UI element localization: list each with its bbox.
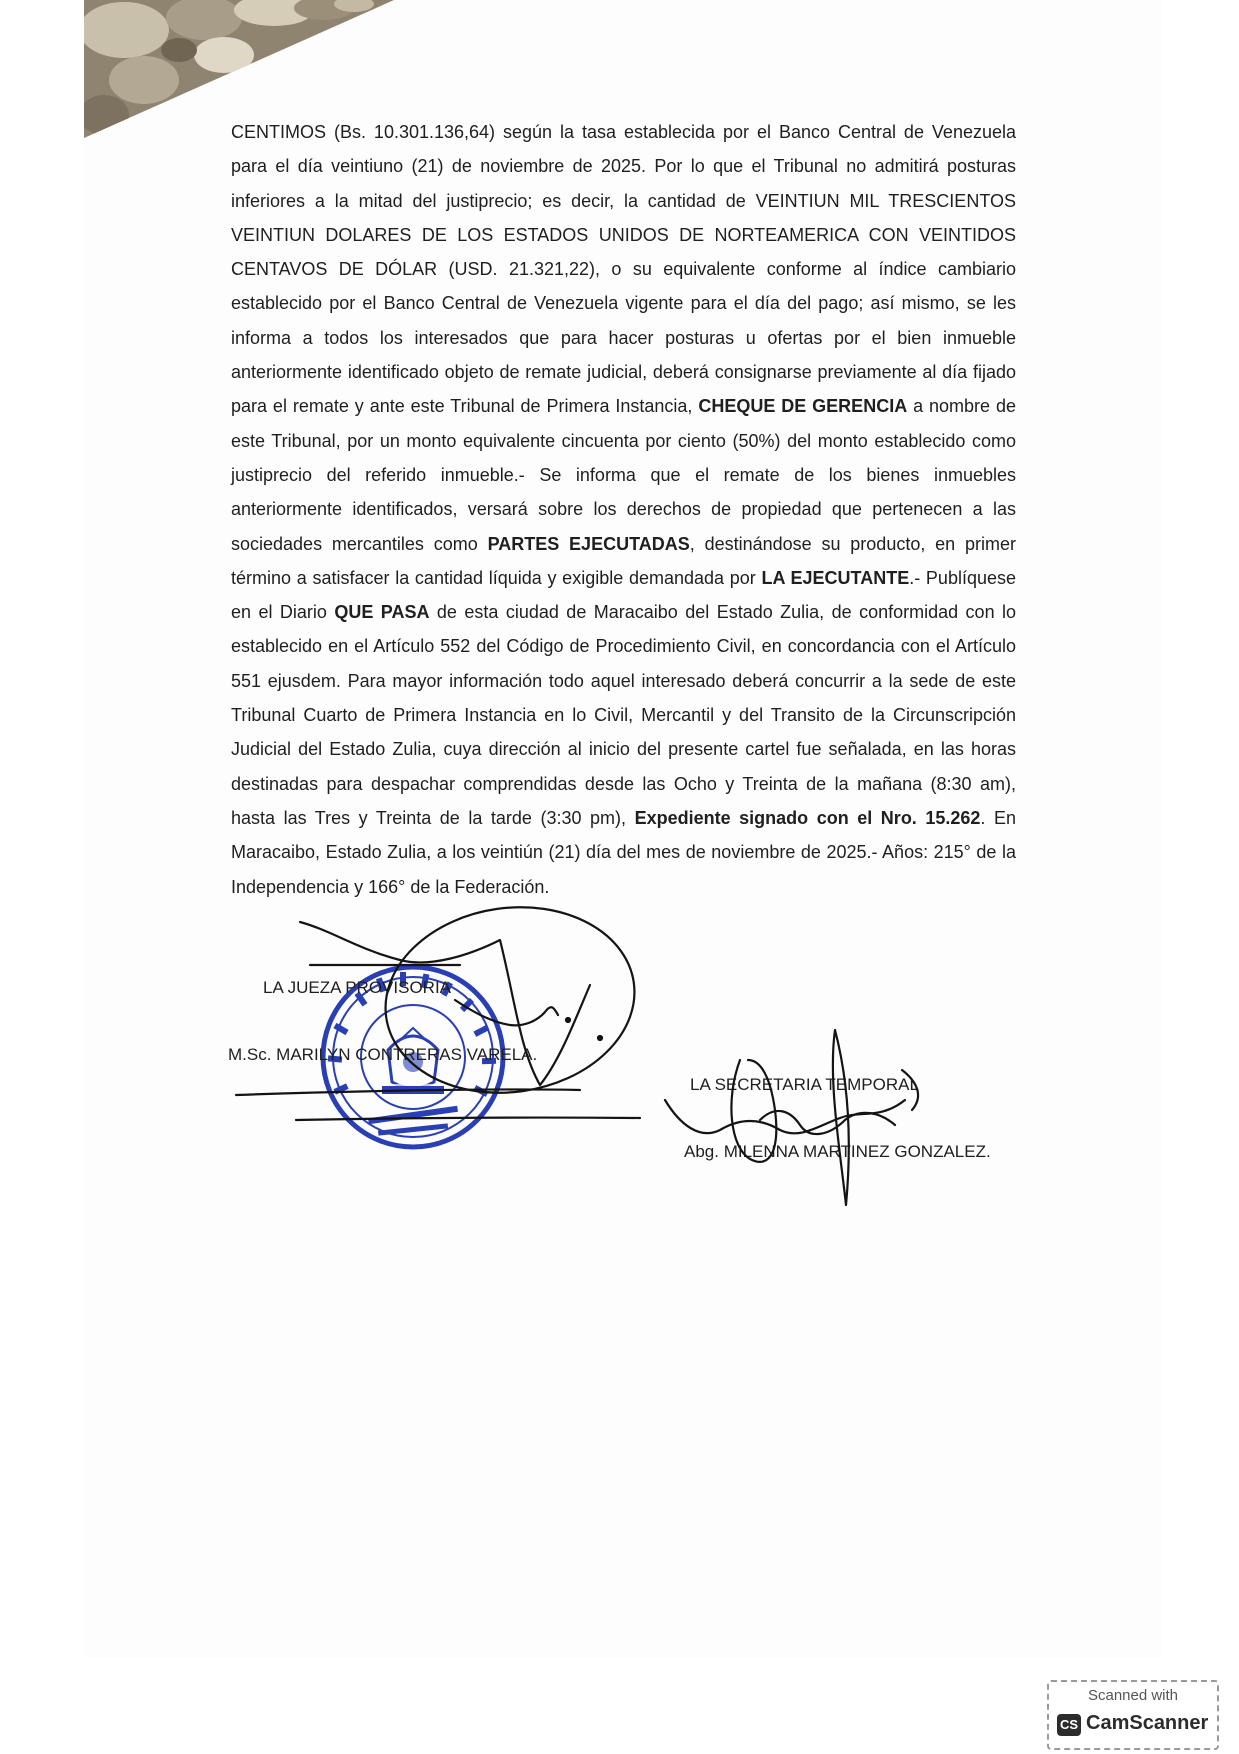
camscanner-watermark [1047,1680,1219,1750]
secretary-title: LA SECRETARIA TEMPORAL [690,1075,919,1094]
watermark-caption: Scanned with [1087,1687,1179,1704]
bold-text-run: LA EJECUTANTE [761,567,910,588]
text-run: CENTIMOS (Bs. 10.301.136,64) según la tasa establecida por el Banco Central de Venezuela para el día veintiuno (21) de noviembre de 2025. Por lo que el Tribunal no admitirá posturas inferiores a la mitad del justiprecio; es decir, la cantidad de VEINTIUN MIL TRESCIENTOS VEINTIUN DOLARES DE LOS ESTADOS UNIDOS DE NORTEAMERICA CON VEINTIDOS CENTAVOS DE DÓLAR (USD. 21.321,22), o su equivalente conforme al índice cambiario establecido por el Banco Central de Venezuela vigente para el día del pago; así mismo, se les informa a todos los interesados que para hacer posturas u ofertas por el bien inmueble anteriormente identificado objeto de remate judicial, deberá consignarse previamente al día fijado para el remate y ante este Tribunal de Primera Instancia, [231,122,1016,417]
text-run: , destinándose su producto, en primer término a satisfacer la cantidad líquida y exigible demandada por [231,533,1016,588]
bold-text-run: QUE PASA [334,602,430,623]
judge-name: M.Sc. MARILYN CONTRERAS VARELA. [228,1045,538,1064]
text-run: de esta ciudad de Maracaibo del Estado Zulia, de conformidad con lo establecido en el Artículo 552 del Código de Procedimiento Civil, en concordancia con el Artículo 551 ejusdem. Para mayor información todo aquel interesado deberá concurrir a la sede de este Tribunal Cuarto de Primera Instancia en lo Civil, Mercantil y del Transito de la Circunscripción Judicial del Estado Zulia, cuya dirección al inicio del presente cartel fue señalada, en las horas destinadas para despachar comprendidas desde las Ocho y Treinta de la mañana (8:30 am), hasta las Tres y Treinta de la tarde (3:30 pm), [231,602,1017,828]
text-run: a nombre de este Tribunal, por un monto equivalente cincuenta por ciento (50%) del monto establecido como justiprecio del referido inmueble.- Se informa que el remate de los bienes inmuebles anteriormente identificados, versará sobre los derechos de propiedad que pertenecen a las sociedades mercantiles como [231,396,1016,554]
text-run: . En Maracaibo, Estado Zulia, a los veintiún (21) día del mes de noviembre de 2025.- Años: 215° de la Independencia y 166° de la Federación. [231,807,1016,897]
judge-title: LA JUEZA PROVISORIA [263,978,452,997]
camscanner-logo-icon: CS [1057,1714,1081,1736]
bold-text-run: CHEQUE DE GERENCIA [698,396,908,417]
paragraph [231,115,1016,904]
secretary-name: Abg. MILENNA MARTINEZ GONZALEZ. [684,1142,991,1161]
text-run: .- Publíquese en el Diario [231,567,1017,623]
watermark-brand: CamScanner [1086,1712,1209,1734]
body-text [231,115,1016,904]
bold-text-run: PARTES EJECUTADAS [487,533,690,554]
bold-text-run: Expediente signado con el Nro. 15.262 [634,807,981,828]
